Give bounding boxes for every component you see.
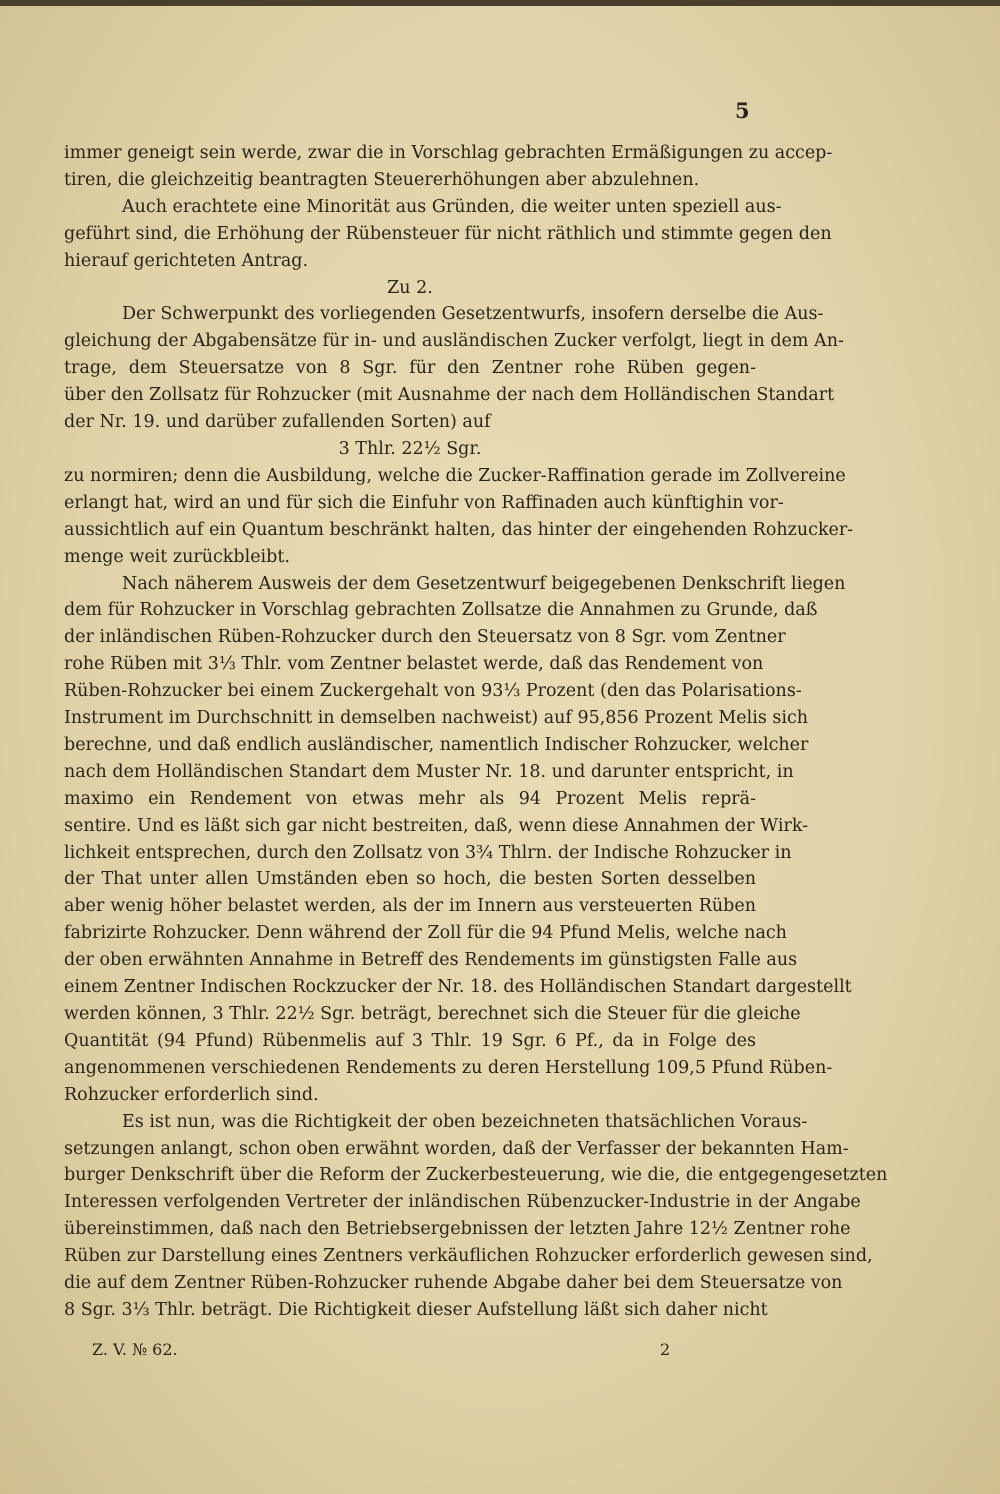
text-line: Rüben-Rohzucker bei einem Zuckergehalt von 93⅓ Prozent (den das Polarisations- [64,681,802,702]
text-line: tiren, die gleichzeitig beantragten Steuererhöhungen aber abzulehnen. [64,169,700,190]
page-number: 5 [735,98,750,123]
text-line: werden können, 3 Thlr. 22½ Sgr. beträgt, berechnet sich die Steuer für die gleiche [64,1004,801,1024]
text-line: angenommenen verschiedenen Rendements zu deren Herstellung 109,5 Pfund Rüben- [64,1057,833,1078]
text-line: Rohzucker erforderlich sind. [64,1084,319,1105]
text-line: aussichtlich auf ein Quantum beschränkt halten, das hinter der eingehenden Rohzucker- [64,519,854,540]
text-line: erlangt hat, wird an und für sich die Einfuhr von Raffinaden auch künftighin vor- [64,492,784,513]
text-line: trage, dem Steuersatze von 8 Sgr. für den Zentner rohe Rüben gegen- [64,358,756,379]
text-line: Quantität (94 Pfund) Rübenmelis auf 3 Thlr. 19 Sgr. 6 Pf., da in Folge des [64,1030,756,1051]
text-line: der That unter allen Umständen eben so hoch, die besten Sorten desselben [64,869,756,890]
text-line: immer geneigt sein werde, zwar die in Vorschlag gebrachten Ermäßigungen zu accep- [64,143,833,163]
text-line: sentire. Und es läßt sich gar nicht bestreiten, daß, wenn diese Annahmen der Wirk- [64,815,809,836]
text-line: Es ist nun, was die Richtigkeit der oben bezeichneten thatsächlichen Voraus- [122,1111,808,1132]
text-line: maximo ein Rendement von etwas mehr als 94 Prozent Melis reprä- [64,788,756,809]
sheet-number: 2 [660,1340,671,1359]
text-line: fabrizirte Rohzucker. Denn während der Zoll für die 94 Pfund Melis, welche nach [64,923,787,944]
text-line: nach dem Holländischen Standart dem Muster Nr. 18. und darunter entspricht, in [64,761,794,782]
text-line: burger Denkschrift über die Reform der Zuckerbesteuerung, wie die, die entgegengesetzten [64,1165,888,1186]
text-line: Instrument im Durchschnitt in demselben nachweist) auf 95,856 Prozent Melis sich [64,708,809,729]
text-line: Der Schwerpunkt des vorliegenden Gesetzentwurfs, insofern derselbe die Aus- [122,304,824,325]
text-line: der Nr. 19. und darüber zufallenden Sorten) auf [64,412,491,433]
text-line: geführt sind, die Erhöhung der Rübensteuer für nicht räthlich und stimmte gegen den [64,223,832,244]
text-line: aber wenig höher belastet werden, als der im Innern aus versteuerten Rüben [64,896,756,917]
text-line: Zu 2. [387,277,433,298]
text-line: einem Zentner Indischen Rockzucker der Nr. 18. des Holländischen Standart dargestellt [64,977,852,998]
text-line: dem für Rohzucker in Vorschlag gebrachten Zollsatze die Annahmen zu Grunde, daß [64,600,818,621]
text-line: Nach näherem Ausweis der dem Gesetzentwurf beigegebenen Denkschrift liegen [122,573,846,594]
text-line: hierauf gerichteten Antrag. [64,250,309,271]
text-line: menge weit zurückbleibt. [64,546,290,567]
text-line: setzungen anlangt, schon oben erwähnt worden, daß der Verfasser der bekannten Ham- [64,1138,849,1159]
text-line: die auf dem Zentner Rüben-Rohzucker ruhende Abgabe daher bei dem Steuersatze von [64,1273,843,1294]
printing-signature: Z. V. № 62. [92,1340,178,1359]
text-line: Auch erachtete eine Minorität aus Gründen, die weiter unten speziell aus- [122,196,782,217]
text-line: Rüben zur Darstellung eines Zentners verkäuflichen Rohzucker erforderlich gewesen sind, [64,1246,873,1267]
page-top-edge [0,0,1000,6]
text-line: der oben erwähnten Annahme in Betreff des Rendements im günstigsten Falle aus [64,950,798,971]
text-line: lichkeit entsprechen, durch den Zollsatz von 3¾ Thlrn. der Indische Rohzucker in [64,842,792,863]
text-line: rohe Rüben mit 3⅓ Thlr. vom Zentner belastet werde, daß das Rendement von [64,654,764,675]
text-line: Interessen verfolgenden Vertreter der inländischen Rübenzucker-Industrie in der Angabe [64,1192,861,1213]
text-line: der inländischen Rüben-Rohzucker durch den Steuersatz von 8 Sgr. vom Zentner [64,627,786,648]
text-line: zu normiren; denn die Ausbildung, welche die Zucker-Raffination gerade im Zollvereine [64,465,846,486]
text-line: 8 Sgr. 3⅓ Thlr. beträgt. Die Richtigkeit dieser Aufstellung läßt sich daher nicht [64,1299,768,1320]
text-line: über den Zollsatz für Rohzucker (mit Ausnahme der nach dem Holländischen Standart [64,385,835,406]
text-line: übereinstimmen, daß nach den Betriebsergebnissen der letzten Jahre 12½ Zentner rohe [64,1219,851,1240]
body-text [64,140,888,1324]
text-line: 3 Thlr. 22½ Sgr. [338,438,482,459]
text-line: berechne, und daß endlich ausländischer, namentlich Indischer Rohzucker, welcher [64,734,809,755]
text-line: gleichung der Abgabensätze für in- und ausländischen Zucker verfolgt, liegt in dem An- [64,331,844,352]
